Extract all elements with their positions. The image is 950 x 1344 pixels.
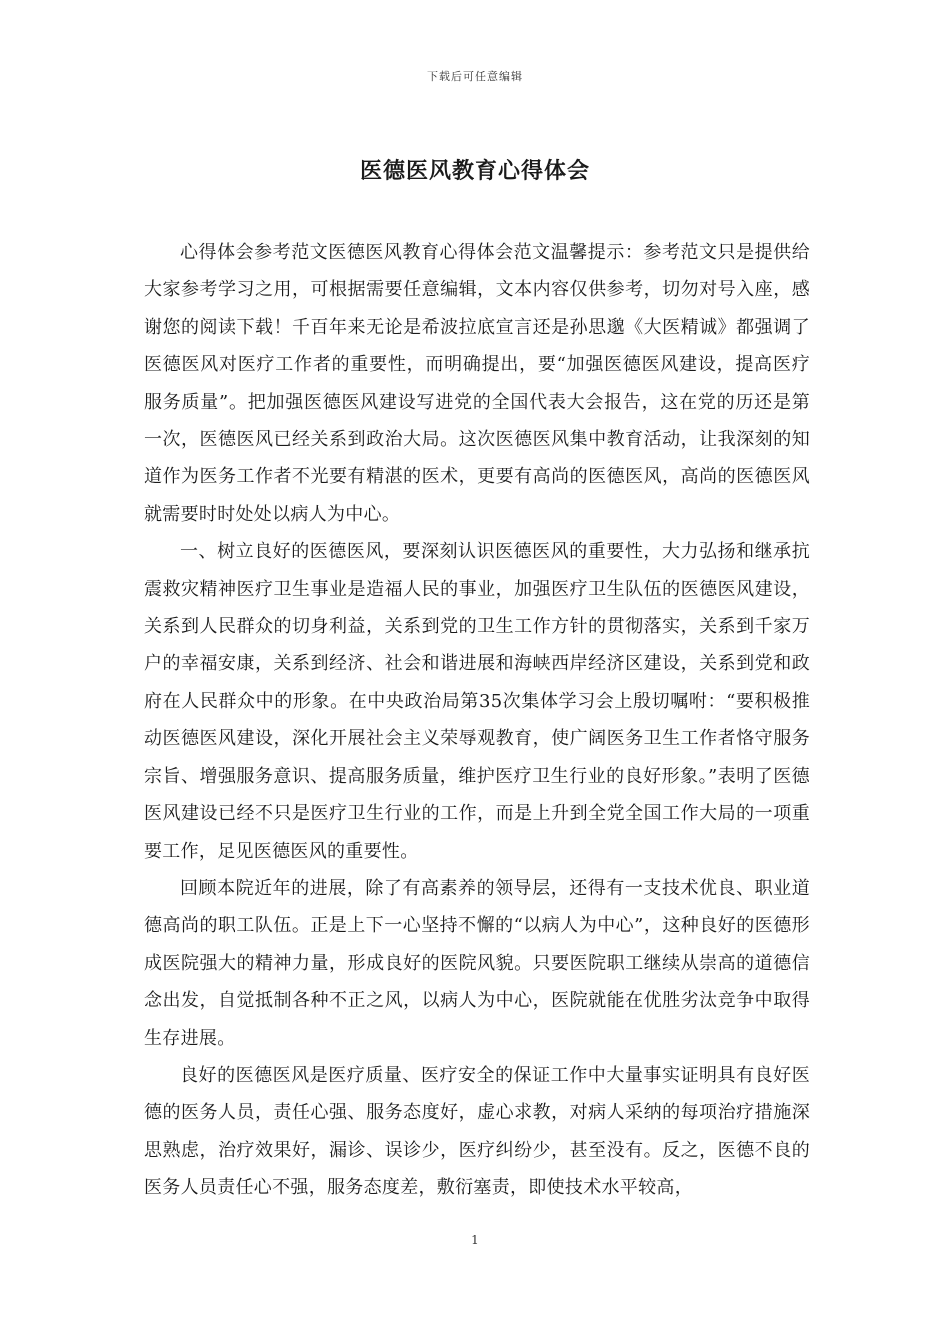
page-number: 1 [471,1233,479,1247]
paragraph-intro: 心得体会参考范文医德医风教育心得体会范文温馨提示：参考范文只是提供给大家参考学习之用，可根据需要任意编辑，文本内容仅供参考，切勿对号入座，感谢您的阅读下载！千百年来无论是希波拉底宣言还是孙思邈《大医精诚》都强调了医德医风对医疗工作者的重要性，而明确提出，要“加强医德医风建设，提高医疗服务质量”。把加强医德医风建设写进党的全国代表大会报告，这在党的历还是第一次，医德医风已经关系到政治大局。这次医德医风集中教育活动，让我深刻的知道作为医务工作者不光要有精湛的医术，更要有高尚的医德医风，高尚的医德医风就需要时时处处以病人为中心。 [144,242,810,525]
paragraph-section-one: 一、树立良好的医德医风，要深刻认识医德医风的重要性，大力弘扬和继承抗震救灾精神医疗卫生事业是造福人民的事业，加强医疗卫生队伍的医德医风建设，关系到人民群众的切身利益，关系到党的卫生工作方针的贯彻落实，关系到千家万户的幸福安康，关系到经济、社会和谐进展和海峡西岸经济区建设，关系到党和政府在人民群众中的形象。在中央政治局第35次集体学习会上殷切嘱咐：“要积极推动医德医风建设，深化开展社会主义荣辱观教育，使广阔医务卫生工作者恪守服务宗旨、增强服务意识、提高服务质量，维护医疗卫生行业的良好形象。”表明了医德医风建设已经不只是医疗卫生行业的工作，而是上升到全党全国工作大局的一项重要工作，足见医德医风的重要性。 [144,541,810,862]
paragraph-quality: 良好的医德医风是医疗质量、医疗安全的保证工作中大量事实证明具有良好医德的医务人员，责任心强、服务态度好，虚心求教，对病人采纳的每项治疗措施深思熟虑，治疗效果好，漏诊、误诊少，医疗纠纷少，甚至没有。反之，医德不良的医务人员责任心不强，服务态度差，敷衍塞责，即使技术水平较高， [144,1064,810,1199]
paragraph-review: 回顾本院近年的进展，除了有高素养的领导层，还得有一支技术优良、职业道德高尚的职工队伍。正是上下一心坚持不懈的“以病人为中心”，这种良好的医德形成医院强大的精神力量，形成良好的医院风貌。只要医院职工继续从崇高的道德信念出发，自觉抵制各种不正之风，以病人为中心，医院就能在优胜劣汰竞争中取得生存进展。 [144,877,810,1049]
document-body [144,234,810,1207]
document-title: 医德医风教育心得体会 [359,158,590,184]
header-note: 下载后可任意编辑 [427,70,523,83]
